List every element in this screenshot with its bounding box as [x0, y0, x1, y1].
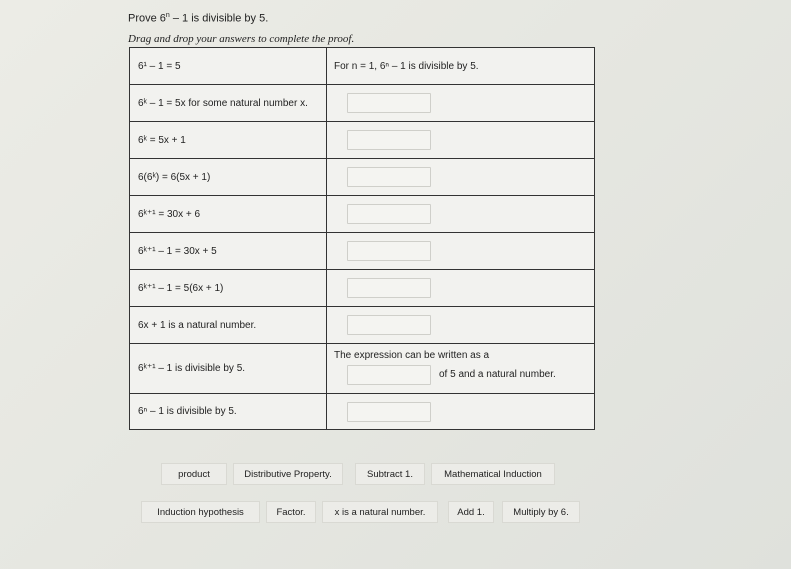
- statement-cell: 6ᵏ⁺¹ – 1 = 30x + 5: [130, 233, 327, 269]
- statement-cell: 6(6ᵏ) = 6(5x + 1): [130, 159, 327, 195]
- statement-cell: 6ᵏ = 5x + 1: [130, 122, 327, 158]
- reason-cell: [327, 270, 594, 306]
- reason-text: For n = 1, 6ⁿ – 1 is divisible by 5.: [334, 60, 479, 72]
- proof-row: [130, 48, 594, 84]
- proof-row: [130, 158, 594, 195]
- instruction-text: Drag and drop your answers to complete the proof.: [128, 33, 355, 45]
- proof-row: [130, 121, 594, 158]
- reason-cell: [327, 159, 594, 195]
- statement-cell: 6ᵏ⁺¹ – 1 = 5(6x + 1): [130, 270, 327, 306]
- statement-cell: 6ᵏ⁺¹ = 30x + 6: [130, 196, 327, 232]
- proof-row: [130, 195, 594, 232]
- statement-cell: 6¹ – 1 = 5: [130, 48, 327, 84]
- statement-cell: 6ᵏ – 1 = 5x for some natural number x.: [130, 85, 327, 121]
- answer-drop-zone[interactable]: [347, 241, 431, 261]
- answer-drop-zone[interactable]: [347, 204, 431, 224]
- answer-tile[interactable]: Induction hypothesis: [141, 501, 260, 523]
- answer-drop-zone[interactable]: [347, 130, 431, 150]
- proof-row: [130, 232, 594, 269]
- answer-drop-zone[interactable]: [347, 278, 431, 298]
- statement-cell: 6x + 1 is a natural number.: [130, 307, 327, 343]
- reason-text-top: The expression can be written as a: [334, 350, 490, 361]
- answer-tile[interactable]: Factor.: [266, 501, 316, 523]
- answer-tile[interactable]: x is a natural number.: [322, 501, 438, 523]
- reason-cell: [327, 307, 594, 343]
- reason-cell: [327, 85, 594, 121]
- reason-cell: [327, 344, 594, 393]
- reason-cell: [327, 196, 594, 232]
- statement-cell: 6ⁿ – 1 is divisible by 5.: [130, 394, 327, 429]
- reason-cell: [327, 122, 594, 158]
- answer-tile[interactable]: Add 1.: [448, 501, 494, 523]
- answer-drop-zone[interactable]: [347, 167, 431, 187]
- answer-tile[interactable]: Subtract 1.: [355, 463, 425, 485]
- reason-cell: [327, 394, 594, 429]
- reason-cell: [327, 233, 594, 269]
- answer-drop-zone[interactable]: [347, 93, 431, 113]
- answer-tile[interactable]: Mathematical Induction: [431, 463, 555, 485]
- answer-tile[interactable]: Multiply by 6.: [502, 501, 580, 523]
- proof-row: [130, 393, 594, 429]
- reason-text-bottom: of 5 and a natural number.: [439, 369, 556, 380]
- title-exponent: n: [165, 12, 170, 19]
- problem-title: [128, 12, 268, 25]
- answer-drop-zone[interactable]: [347, 315, 431, 335]
- title-prefix: Prove 6: [128, 12, 166, 25]
- proof-row: [130, 343, 594, 393]
- proof-row: [130, 306, 594, 343]
- proof-row: [130, 84, 594, 121]
- answer-drop-zone[interactable]: [347, 402, 431, 422]
- answer-tile[interactable]: Distributive Property.: [233, 463, 343, 485]
- statement-cell: 6ᵏ⁺¹ – 1 is divisible by 5.: [130, 344, 327, 393]
- title-suffix: – 1 is divisible by 5.: [169, 12, 269, 25]
- reason-cell: [327, 48, 594, 84]
- answer-drop-zone[interactable]: [347, 365, 431, 385]
- proof-row: [130, 269, 594, 306]
- answer-tile[interactable]: product: [161, 463, 227, 485]
- proof-table: [129, 47, 595, 430]
